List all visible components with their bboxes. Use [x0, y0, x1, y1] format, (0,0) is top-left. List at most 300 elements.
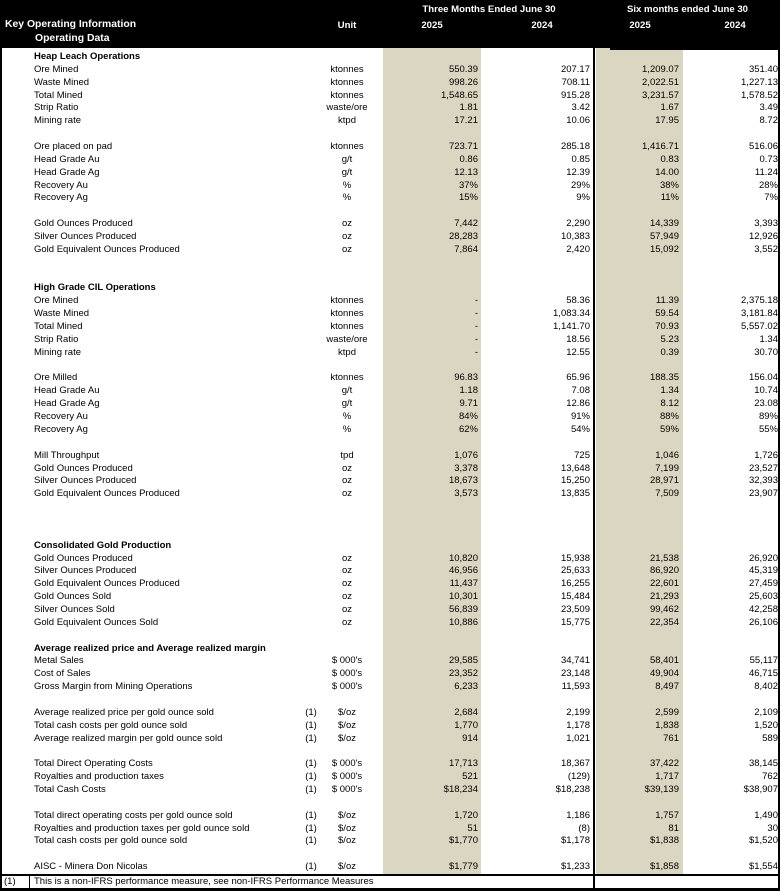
cell-6m-2024: $1,520: [748, 835, 778, 847]
table-header: [0, 0, 780, 48]
spacer-row: [0, 745, 780, 758]
cell-6m-2025: 188.35: [649, 372, 679, 384]
table-row: [0, 450, 780, 463]
cell-3m-2025: 2,684: [454, 706, 478, 718]
row-footnote-marker: (1): [305, 809, 317, 821]
cell-6m-2024: 3,552: [754, 243, 778, 255]
cell-3m-2024: 10,383: [560, 231, 590, 243]
row-unit: $ 000's: [331, 771, 363, 783]
cell-3m-2025: 550.39: [448, 63, 478, 75]
table-row: [0, 591, 780, 604]
table-row: [0, 655, 780, 668]
table-row: [0, 604, 780, 617]
spacer-row: [0, 257, 780, 270]
cell-3m-2025: 10,886: [448, 616, 478, 628]
cell-3m-2024: $1,233: [560, 861, 590, 873]
col-group-six-months: Six months ended June 30: [626, 4, 749, 15]
cell-6m-2025: 58,401: [649, 655, 679, 667]
cell-6m-2025: 1.67: [660, 102, 679, 114]
cell-6m-2025: 22,601: [649, 578, 679, 590]
cell-3m-2025: 6,233: [454, 681, 478, 693]
cell-6m-2024: 3,181.84: [741, 308, 778, 320]
cell-6m-2024: 23.08: [754, 398, 778, 410]
row-unit: %: [342, 423, 352, 435]
cell-6m-2025: $39,139: [644, 783, 679, 795]
cell-6m-2024: 45,319: [748, 565, 778, 577]
table-row: [0, 334, 780, 347]
spacer-row: [0, 128, 780, 141]
row-label: Recovery Ag: [34, 192, 88, 204]
table-row: [0, 192, 780, 205]
row-footnote-marker: (1): [305, 783, 317, 795]
cell-3m-2024: 0.85: [571, 153, 590, 165]
cell-6m-2024: 38,145: [748, 758, 778, 770]
row-label: Ore placed on pad: [34, 141, 113, 153]
row-unit: $ 000's: [331, 783, 363, 795]
row-label: Head Grade Au: [34, 385, 100, 397]
cell-3m-2025: 28,283: [448, 231, 478, 243]
row-label: Waste Mined: [34, 76, 90, 88]
row-unit: g/t: [341, 385, 353, 397]
cell-6m-2024: 3.49: [759, 102, 778, 114]
cell-6m-2024: 30: [767, 822, 778, 834]
row-label: Metal Sales: [34, 655, 84, 667]
cell-3m-2025: 1,770: [454, 719, 478, 731]
cell-6m-2024: $38,907: [743, 783, 778, 795]
cell-6m-2025: 15,092: [649, 243, 679, 255]
row-unit: ktonnes: [330, 76, 364, 88]
table-row: [0, 668, 780, 681]
row-label: Head Grade Au: [34, 153, 100, 165]
cell-3m-2025: 10,820: [448, 552, 478, 564]
cell-3m-2024: 65.96: [566, 372, 590, 384]
cell-3m-2025: 29,585: [448, 655, 478, 667]
row-unit: ktpd: [338, 115, 356, 127]
row-label: Gross Margin from Mining Operations: [34, 681, 193, 693]
table-row: [0, 720, 780, 733]
spacer-row: [0, 848, 780, 861]
row-label: AISC - Minera Don Nicolas: [34, 861, 148, 873]
cell-3m-2025: 15%: [458, 192, 478, 204]
cell-6m-2024: 762: [762, 771, 778, 783]
cell-3m-2025: 1,548.65: [441, 89, 478, 101]
cell-3m-2025: 46,956: [448, 565, 478, 577]
cell-6m-2025: 7,509: [655, 488, 679, 500]
table-row: [0, 141, 780, 154]
row-label: Royalties and production taxes per gold ounce sold: [34, 822, 250, 834]
cell-3m-2025: 1.81: [459, 102, 478, 114]
row-label: Strip Ratio: [34, 333, 79, 345]
period-divider-line: [593, 48, 595, 891]
table-row: [0, 758, 780, 771]
cell-3m-2024: 16,255: [560, 578, 590, 590]
table-row: [0, 295, 780, 308]
cell-6m-2024: 23,527: [748, 462, 778, 474]
table-row: [0, 308, 780, 321]
cell-6m-2025: 21,538: [649, 552, 679, 564]
cell-3m-2024: 58.36: [566, 295, 590, 307]
row-unit: $/oz: [338, 706, 356, 718]
row-label: Head Grade Ag: [34, 398, 100, 410]
cell-3m-2025: 0.86: [459, 153, 478, 165]
row-label: Ore Mined: [34, 295, 79, 307]
cell-3m-2025: 914: [462, 732, 478, 744]
col-group-three-months: Three Months Ended June 30: [422, 4, 556, 15]
row-label: Gold Ounces Produced: [34, 552, 133, 564]
cell-3m-2025: 12.13: [454, 166, 478, 178]
row-label: Strip Ratio: [34, 102, 79, 114]
spacer-row: [0, 437, 780, 450]
row-unit: oz: [341, 591, 353, 603]
row-unit: $/oz: [338, 822, 356, 834]
year-header-3m-2025: 2025: [421, 20, 443, 31]
cell-6m-2025: 81: [668, 822, 679, 834]
row-label: Gold Ounces Produced: [34, 462, 133, 474]
cell-6m-2025: 37,422: [649, 758, 679, 770]
cell-3m-2024: 15,938: [560, 552, 590, 564]
row-unit: waste/ore: [326, 333, 368, 345]
cell-3m-2024: 23,509: [560, 603, 590, 615]
row-unit: $ 000's: [331, 758, 363, 770]
cell-6m-2024: 23,907: [748, 488, 778, 500]
row-unit: $/oz: [338, 719, 356, 731]
cell-6m-2024: 1,726: [754, 449, 778, 461]
footnote: [0, 876, 780, 888]
row-label: Waste Mined: [34, 308, 90, 320]
cell-6m-2025: 11.39: [655, 295, 679, 307]
row-unit: oz: [341, 462, 353, 474]
cell-6m-2025: 21,293: [649, 591, 679, 603]
section-header-row: [0, 643, 780, 656]
cell-3m-2025: 23,352: [448, 668, 478, 680]
row-label: Average realized price and Average realized margin: [34, 642, 266, 654]
cell-3m-2024: 1,021: [566, 732, 590, 744]
cell-6m-2024: 7%: [764, 192, 778, 204]
table-subtitle: Operating Data: [35, 33, 110, 44]
cell-3m-2024: 18,367: [560, 758, 590, 770]
row-unit: ktpd: [338, 346, 356, 358]
cell-3m-2025: 11,437: [449, 578, 478, 590]
cell-3m-2024: (8): [578, 822, 590, 834]
cell-6m-2024: 2,109: [754, 706, 778, 718]
cell-6m-2024: 1,490: [754, 809, 778, 821]
cell-3m-2024: 915.28: [560, 89, 590, 101]
cell-6m-2025: 11%: [660, 192, 679, 204]
spacer-row: [0, 514, 780, 527]
page-title: Key Operating Information: [5, 19, 137, 30]
row-label: Total Cash Costs: [34, 783, 106, 795]
cell-3m-2024: 1,141.70: [553, 321, 590, 333]
cell-6m-2025: 22,354: [649, 616, 679, 628]
cell-3m-2025: -: [474, 308, 478, 320]
cell-6m-2025: 1,046: [655, 449, 679, 461]
table-row: [0, 475, 780, 488]
table-row: [0, 167, 780, 180]
row-unit: $/oz: [338, 732, 356, 744]
cell-3m-2024: 10.06: [566, 115, 590, 127]
row-unit: oz: [341, 243, 353, 255]
cell-3m-2025: $1,770: [448, 835, 478, 847]
cell-3m-2024: 7.08: [571, 385, 590, 397]
cell-6m-2024: 589: [762, 732, 778, 744]
cell-6m-2024: 0.73: [759, 153, 778, 165]
cell-3m-2024: 15,775: [560, 616, 590, 628]
cell-6m-2025: $1,838: [649, 835, 679, 847]
cell-6m-2024: 26,920: [748, 552, 778, 564]
cell-6m-2024: 55%: [758, 423, 778, 435]
row-unit: oz: [341, 475, 353, 487]
cell-3m-2024: 3.42: [571, 102, 590, 114]
cell-6m-2025: 1,838: [655, 719, 679, 731]
footnote-marker: (1): [4, 876, 16, 887]
table-row: [0, 784, 780, 797]
cell-3m-2025: 1.18: [459, 385, 478, 397]
cell-6m-2025: 57,949: [649, 231, 679, 243]
cell-6m-2025: 5.23: [660, 333, 679, 345]
row-label: Average realized margin per gold ounce sold: [34, 732, 223, 744]
row-unit: g/t: [341, 153, 353, 165]
spacer-row: [0, 501, 780, 514]
row-label: Silver Ounces Produced: [34, 565, 137, 577]
spacer-row: [0, 694, 780, 707]
cell-3m-2024: 285.18: [560, 141, 590, 153]
cell-3m-2025: 1,076: [454, 449, 478, 461]
cell-6m-2025: 49,904: [649, 668, 679, 680]
cell-6m-2024: 2,375.18: [741, 295, 778, 307]
table-row: [0, 681, 780, 694]
cell-3m-2024: 13,648: [560, 462, 590, 474]
cell-6m-2025: 28,971: [649, 475, 679, 487]
table-row: [0, 77, 780, 90]
cell-6m-2024: 46,715: [748, 668, 778, 680]
row-label: Silver Ounces Sold: [34, 603, 115, 615]
table-row: [0, 64, 780, 77]
cell-6m-2025: 2,599: [655, 706, 679, 718]
spacer-row: [0, 270, 780, 283]
row-unit: oz: [341, 616, 353, 628]
cell-3m-2024: 15,484: [560, 591, 590, 603]
cell-6m-2024: 351.40: [748, 63, 778, 75]
table-row: [0, 733, 780, 746]
cell-3m-2024: 2,420: [566, 243, 590, 255]
row-label: Recovery Au: [34, 179, 88, 191]
row-unit: $ 000's: [331, 655, 363, 667]
spacer-row: [0, 360, 780, 373]
cell-6m-2025: 1,416.71: [642, 141, 679, 153]
cell-3m-2025: -: [474, 295, 478, 307]
table-row: [0, 810, 780, 823]
cell-3m-2025: -: [474, 346, 478, 358]
row-label: Recovery Au: [34, 411, 88, 423]
cell-3m-2024: (129): [567, 771, 590, 783]
cell-6m-2025: 59%: [659, 423, 679, 435]
cell-3m-2025: 9.71: [459, 398, 478, 410]
year-header-6m-2024: 2024: [724, 20, 746, 31]
cell-3m-2024: 11,593: [561, 681, 590, 693]
row-unit: $ 000's: [331, 681, 363, 693]
cell-6m-2024: 1,578.52: [741, 89, 778, 101]
section-header-row: [0, 282, 780, 295]
cell-6m-2025: $1,858: [649, 861, 679, 873]
row-unit: oz: [341, 488, 353, 500]
cell-6m-2025: 88%: [659, 411, 679, 423]
cell-6m-2024: 8.72: [759, 115, 778, 127]
section-header-row: [0, 540, 780, 553]
row-unit: oz: [341, 603, 353, 615]
table-row: [0, 398, 780, 411]
cell-3m-2024: 12.39: [566, 166, 590, 178]
header-bottom-rule: [610, 48, 780, 50]
cell-3m-2024: 12.86: [566, 398, 590, 410]
table-row: [0, 771, 780, 784]
cell-3m-2025: 7,864: [454, 243, 478, 255]
cell-6m-2025: 761: [663, 732, 679, 744]
cell-6m-2024: 12,926: [748, 231, 778, 243]
row-unit: %: [342, 179, 352, 191]
cell-3m-2024: 54%: [570, 423, 590, 435]
row-label: Cost of Sales: [34, 668, 91, 680]
row-unit: ktonnes: [330, 308, 364, 320]
row-footnote-marker: (1): [305, 771, 317, 783]
cell-3m-2024: 12.55: [566, 346, 590, 358]
row-unit: oz: [341, 578, 353, 590]
table-row: [0, 578, 780, 591]
spacer-row: [0, 527, 780, 540]
table-row: [0, 372, 780, 385]
table-row: [0, 565, 780, 578]
spacer-row: [0, 205, 780, 218]
row-unit: %: [342, 192, 352, 204]
table-row: [0, 835, 780, 848]
row-label: Mining rate: [34, 346, 81, 358]
cell-6m-2025: 17.95: [655, 115, 679, 127]
cell-6m-2025: 1,757: [655, 809, 679, 821]
table-row: [0, 553, 780, 566]
cell-6m-2024: 28%: [758, 179, 778, 191]
row-label: Royalties and production taxes: [34, 771, 164, 783]
row-label: Total cash costs per gold ounce sold: [34, 719, 188, 731]
table-body: [0, 51, 780, 874]
row-label: Total cash costs per gold ounce sold: [34, 835, 188, 847]
cell-6m-2025: 1.34: [660, 385, 679, 397]
cell-6m-2025: 2,022.51: [642, 76, 679, 88]
table-row: [0, 115, 780, 128]
row-label: Total Mined: [34, 89, 83, 101]
table-row: [0, 244, 780, 257]
cell-6m-2025: 99,462: [649, 603, 679, 615]
row-label: Ore Mined: [34, 63, 79, 75]
cell-6m-2025: 1,209.07: [642, 63, 679, 75]
table-row: [0, 463, 780, 476]
cell-6m-2025: 0.83: [660, 153, 679, 165]
cell-3m-2025: 62%: [458, 423, 478, 435]
table-row: [0, 385, 780, 398]
spacer-row: [0, 630, 780, 643]
cell-6m-2024: 1,227.13: [741, 76, 778, 88]
table-row: [0, 617, 780, 630]
table-row: [0, 707, 780, 720]
cell-3m-2025: 17.21: [454, 115, 478, 127]
cell-6m-2024: 26,106: [748, 616, 778, 628]
row-unit: waste/ore: [326, 102, 368, 114]
table-row: [0, 861, 780, 874]
row-label: Gold Ounces Sold: [34, 591, 112, 603]
cell-6m-2024: 3,393: [754, 218, 778, 230]
row-label: Total Direct Operating Costs: [34, 758, 153, 770]
cell-6m-2024: 1,520: [754, 719, 778, 731]
row-label: Gold Ounces Produced: [34, 218, 133, 230]
cell-3m-2024: 29%: [570, 179, 590, 191]
row-unit: ktonnes: [330, 141, 364, 153]
cell-3m-2025: $18,234: [443, 783, 478, 795]
cell-3m-2024: 1,178: [566, 719, 590, 731]
row-label: Total direct operating costs per gold ounce sold: [34, 809, 233, 821]
table-row: [0, 424, 780, 437]
row-unit: ktonnes: [330, 372, 364, 384]
cell-3m-2024: 13,835: [560, 488, 590, 500]
row-label: Gold Equivalent Ounces Produced: [34, 243, 180, 255]
cell-6m-2024: 5,557.02: [741, 321, 778, 333]
cell-6m-2025: 3,231.57: [642, 89, 679, 101]
cell-3m-2024: 25,633: [560, 565, 590, 577]
row-unit: oz: [341, 231, 353, 243]
cell-3m-2025: 17,713: [448, 758, 478, 770]
row-footnote-marker: (1): [305, 758, 317, 770]
row-unit: tpd: [340, 449, 354, 461]
cell-3m-2024: 708.11: [561, 76, 590, 88]
cell-3m-2024: 23,148: [560, 668, 590, 680]
cell-3m-2025: $1,779: [448, 861, 478, 873]
cell-3m-2025: 1,720: [454, 809, 478, 821]
cell-3m-2025: -: [474, 321, 478, 333]
cell-6m-2024: 89%: [758, 411, 778, 423]
cell-6m-2024: 32,393: [748, 475, 778, 487]
row-unit: ktonnes: [330, 295, 364, 307]
row-footnote-marker: (1): [305, 706, 317, 718]
cell-3m-2024: $1,178: [560, 835, 590, 847]
row-label: Gold Equivalent Ounces Sold: [34, 616, 159, 628]
table-row: [0, 102, 780, 115]
row-label: Total Mined: [34, 321, 83, 333]
row-label: Silver Ounces Produced: [34, 475, 137, 487]
cell-3m-2024: 2,199: [566, 706, 590, 718]
cell-6m-2024: 156.04: [748, 372, 778, 384]
row-unit: %: [342, 411, 352, 423]
cell-6m-2025: 38%: [659, 179, 679, 191]
row-unit: g/t: [341, 166, 353, 178]
unit-column-header: Unit: [337, 20, 357, 31]
row-label: Silver Ounces Produced: [34, 231, 137, 243]
row-label: Mining rate: [34, 115, 81, 127]
row-unit: ktonnes: [330, 63, 364, 75]
row-unit: ktonnes: [330, 89, 364, 101]
table-row: [0, 231, 780, 244]
row-unit: ktonnes: [330, 321, 364, 333]
cell-3m-2024: 207.17: [560, 63, 590, 75]
row-unit: $/oz: [338, 861, 356, 873]
row-footnote-marker: (1): [305, 732, 317, 744]
cell-3m-2025: 96.83: [454, 372, 478, 384]
row-unit: g/t: [341, 398, 353, 410]
row-unit: oz: [341, 565, 353, 577]
row-label: Head Grade Ag: [34, 166, 100, 178]
cell-6m-2025: 8,497: [655, 681, 679, 693]
cell-3m-2025: 521: [462, 771, 478, 783]
cell-6m-2025: 14.00: [655, 166, 679, 178]
year-header-3m-2024: 2024: [531, 20, 553, 31]
table-row: [0, 488, 780, 501]
cell-3m-2024: 34,741: [560, 655, 590, 667]
